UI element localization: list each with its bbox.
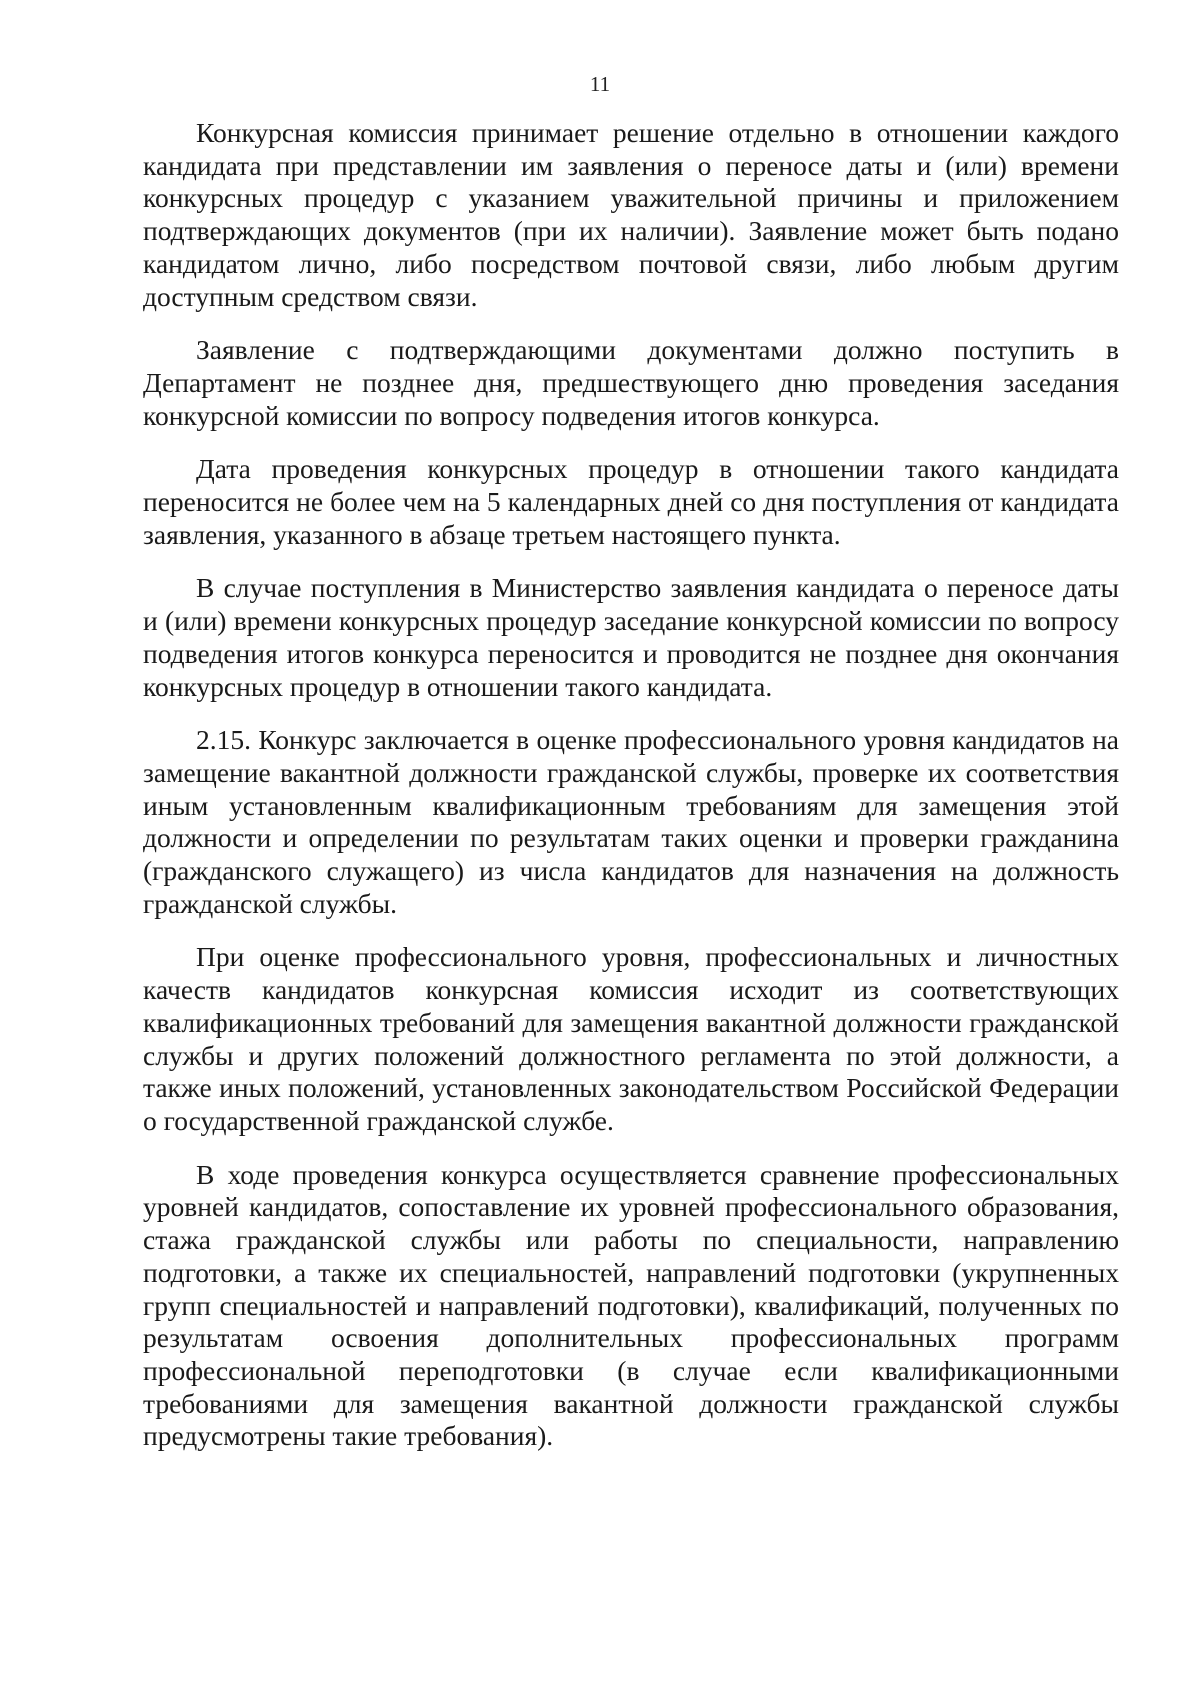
paragraph: В ходе проведения конкурса осуществляется сравнение профессиональных уровней кандидатов, сопоставление их уровней профессионального образования, стажа гражданской службы или работы по специальности, направлению подготовки, а также их специальностей, направлений подготовки (укрупненных групп специальностей и направлений подготовки), квалификаций, полученных по результатам освоения дополнительных профессиональных программ профессиональной переподготовки (в случае если квалификационными требованиями для замещения вакантной должности гражданской службы предусмотрены такие требования). bbox=[143, 1158, 1119, 1452]
paragraph: При оценке профессионального уровня, профессиональных и личностных качеств кандидатов конкурсная комиссия исходит из соответствующих квалификационных требований для замещения вакантной должности гражданской службы и других положений должностного регламента по этой должности, а также иных положений, установленных законодательством Российской Федерации о государственной гражданской службе. bbox=[143, 941, 1119, 1136]
paragraph: В случае поступления в Министерство заявления кандидата о переносе даты и (или) времени конкурсных процедур заседание конкурсной комиссии по вопросу подведения итогов конкурса переносится и проводится не позднее дня окончания конкурсных процедур в отношении такого кандидата. bbox=[143, 572, 1119, 702]
page-number: 11 bbox=[589, 72, 611, 96]
paragraph: Конкурсная комиссия принимает решение отдельно в отношении каждого кандидата при представлении им заявления о переносе даты и (или) времени конкурсных процедур с указанием уважительной причины и приложением подтверждающих документов (при их наличии). Заявление может быть подано кандидатом лично, либо посредством почтовой связи, либо любым другим доступным средством связи. bbox=[143, 117, 1119, 312]
paragraph: Дата проведения конкурсных процедур в отношении такого кандидата переносится не более чем на 5 календарных дней со дня поступления от кандидата заявления, указанного в абзаце третьем настоящего пункта. bbox=[143, 453, 1119, 550]
paragraph: 2.15. Конкурс заключается в оценке профессионального уровня кандидатов на замещение вакантной должности гражданской службы, проверке их соответствия иным установленным квалификационным требованиям для замещения этой должности и определении по результатам таких оценки и проверки гражданина (гражданского служащего) из числа кандидатов для назначения на должность гражданской службы. bbox=[143, 724, 1119, 919]
paragraph: Заявление с подтверждающими документами должно поступить в Департамент не позднее дня, предшествующего дню проведения заседания конкурсной комиссии по вопросу подведения итогов конкурса. bbox=[143, 334, 1119, 431]
document-body bbox=[143, 117, 1119, 1453]
